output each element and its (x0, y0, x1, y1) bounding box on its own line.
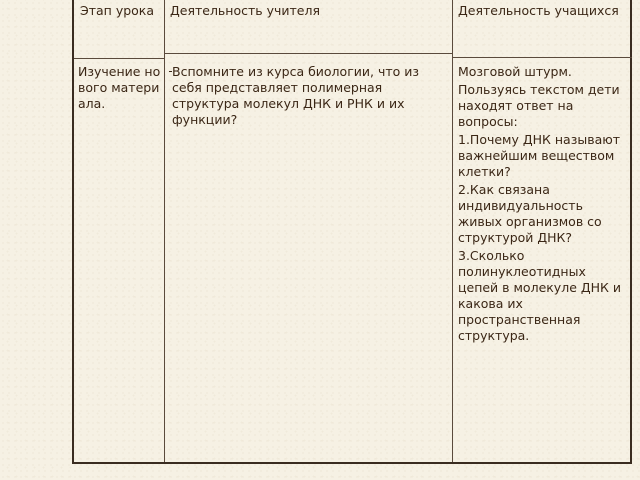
row-divider-students (452, 57, 632, 58)
row-divider-teacher (164, 53, 452, 54)
bullet-dash-icon (169, 71, 172, 72)
teacher-bullet-item (172, 64, 444, 128)
header-teacher (170, 3, 448, 19)
students-line-1: Мозговой штурм. (458, 64, 572, 79)
header-stage-text: Этап урока (80, 3, 155, 18)
header-teacher-text: Деятельность учителя (170, 3, 321, 18)
row-stage-cell (78, 64, 162, 112)
header-students (458, 3, 628, 19)
row-students-cell (458, 64, 630, 346)
row-stage-text: Изучение нового материала. (78, 64, 161, 111)
column-divider-1 (164, 0, 165, 462)
students-line-3: 1.Почему ДНК называют важнейшим веществом клетки? (458, 132, 621, 179)
row-teacher-cell (172, 64, 444, 128)
row-teacher-text: Вспомните из курса биологии, что из себя представляет полимерная структура молекул ДНК и РНК и их функции? (172, 64, 420, 127)
column-divider-2 (452, 0, 453, 462)
students-line-2: Пользуясь текстом дети находят ответ на вопросы: (458, 82, 620, 129)
lesson-table (72, 0, 632, 464)
header-stage (80, 3, 162, 19)
students-line-5: 3.Сколько полинуклеотидных цепей в молекуле ДНК и какова их пространственная структура. (458, 248, 621, 343)
header-students-text: Деятельность учащихся (458, 3, 619, 18)
row-divider-stage (74, 58, 164, 59)
students-line-4: 2.Как связана индивидуальность живых организмов со структурой ДНК? (458, 182, 602, 245)
